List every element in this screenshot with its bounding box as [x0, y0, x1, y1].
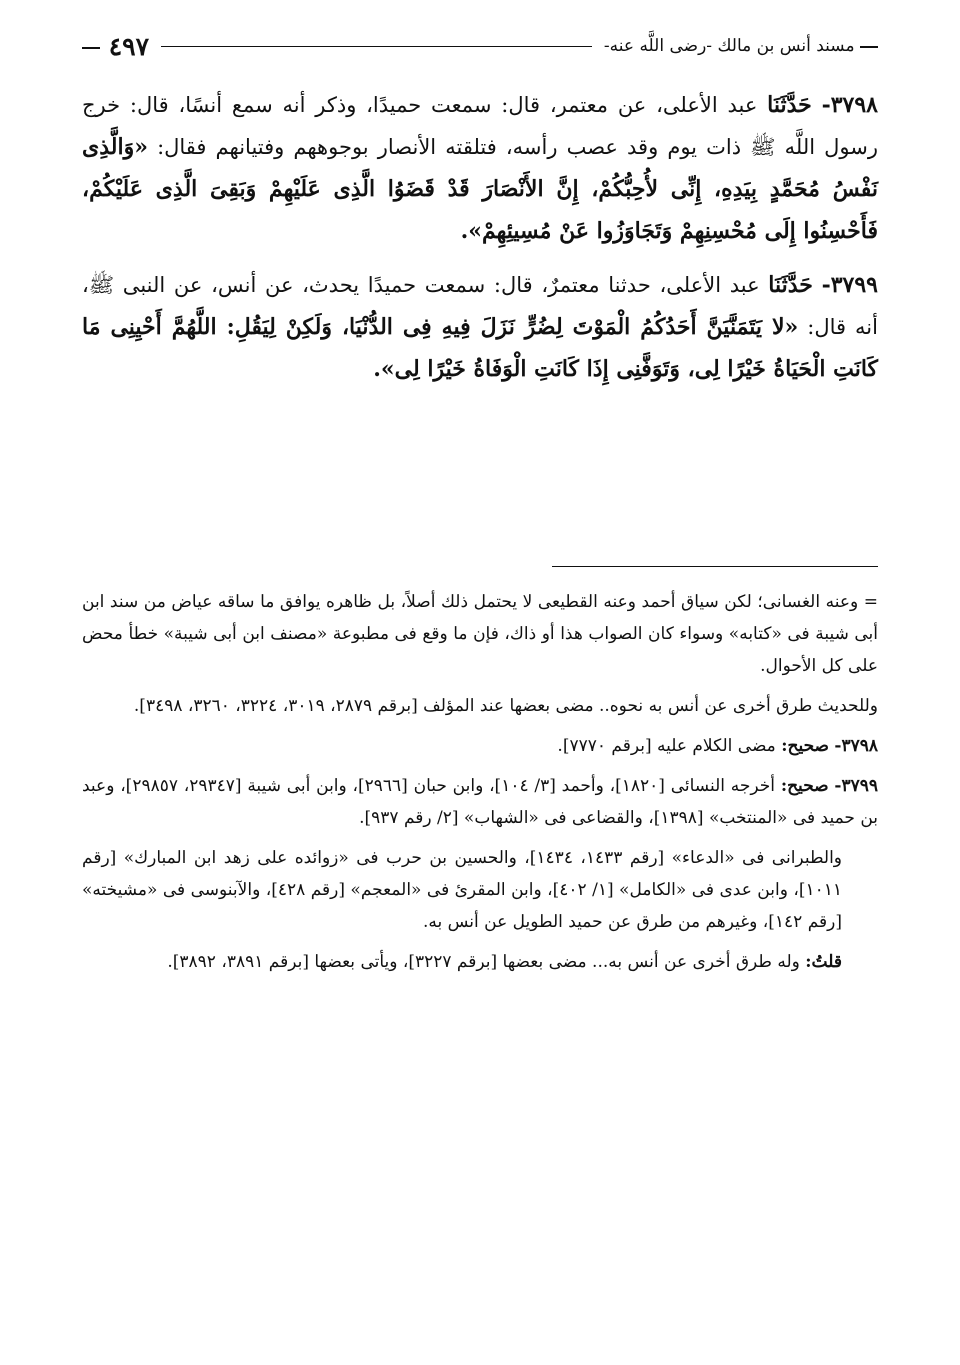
haddathana: حَدَّثَنَا: [767, 92, 812, 118]
footnote-text: أخرجه النسائى [١٨٢٠]، وأحمد [٣/ ١٠٤]، وابن حبان [٢٩٦٦]، وابن أبى شيبة [٢٩٣٤٧، ٢٩٨٥٧]، وعبد بن حميد فى «المنتخب» [١٣٩٨]، والقضاعى فى «الشهاب» [٢/ رقم ٩٣٧].: [82, 776, 878, 828]
footnote-text: مضى الكلام عليه [برقم ٧٧٧٠].: [557, 736, 776, 756]
page-number: ٤٩٧: [82, 32, 157, 61]
hadith-3799: [82, 264, 878, 390]
header-rule: [161, 46, 592, 47]
page-dash: [82, 47, 100, 49]
footnote-number: ٣٧٩٨-: [834, 736, 878, 756]
hadith-number: ٣٧٩٩-: [821, 272, 878, 298]
footnote-continuation: = وعنه الغسانى؛ لكن سياق أحمد وعنه القطيعى لا يحتمل ذلك أصلاً، بل ظاهره يوافق ما ساقه عياض من سند ابن أبى شيبة فى «كتابه» وسواء كان الصواب هذا أو ذاك، فإن ما وقع فى مطبوعة «مصنف ابن أبى شيبة» خطأ محض على كل الأحوال.: [82, 592, 878, 676]
footnote-separator: [552, 566, 878, 567]
footnote-qultu: [82, 946, 878, 978]
hadith-matn: «وَالَّذِى نَفْسُ مُحَمَّدٍ بِيَدِهِ، إِنِّى لأُحِبُّكُمْ، إِنَّ الأَنْصَارَ قَدْ قَضَوُا الَّذِى عَلَيْهِمْ وَبَقِىَ الَّذِى عَلَيْكُمْ، فَأَحْسِنُوا إِلَى مُحْسِنِهِمْ وَتَجَاوَزُوا عَنْ مُسِيئِهِمْ».: [82, 134, 878, 244]
hadith-number: ٣٧٩٨-: [821, 92, 878, 118]
qultu-text: وله طرق أخرى عن أنس به... مضى بعضها [برقم ٣٢٢٧]، ويأتى بعضها [برقم ٣٨٩١، ٣٨٩٢].: [167, 952, 800, 972]
footnote-grade: صحيح:: [781, 736, 829, 756]
header-title: مسند أنس بن مالك -رضى اللَّه عنه-: [596, 36, 878, 56]
main-text: [82, 84, 878, 402]
footnote-paragraph: وللحديث طرق أخرى عن أنس به نحوه.. مضى بعضها عند المؤلف [برقم ٢٨٧٩، ٣٠١٩، ٣٢٢٤، ٣٢٦٠، ٣٤٩٨].: [133, 696, 878, 716]
footnotes: [82, 586, 878, 986]
hadith-isnad: عبد الأعلى، حدثنا معتمرٌ، قال: سمعت حميدًا يحدث، عن أنس، عن النبى ﷺ، أنه قال:: [82, 273, 878, 339]
hadith-isnad: عبد الأعلى، عن معتمر، قال: سمعت حميدًا، وذكر أنه سمع أنسًا، قال: خرج رسول اللَّه ﷺ ذات يوم وقد عصب رأسه، فتلقته الأنصار بوجوههم وفتيانهم فقال:: [82, 93, 878, 159]
running-header: [82, 28, 878, 64]
qultu-label: قلتُ:: [805, 952, 842, 972]
header-dash: [860, 46, 878, 48]
footnote-number: ٣٧٩٩-: [834, 776, 878, 796]
hadith-3798: [82, 84, 878, 252]
footnote-3798: [82, 730, 878, 762]
haddathana: حَدَّثَنَا: [768, 272, 813, 298]
footnote-paragraph: والطبرانى فى «الدعاء» [رقم ١٤٣٣، ١٤٣٤]، والحسين بن حرب فى «زوائده على زهد ابن المبارك» [رقم ١٠١١]، وابن عدى فى «الكامل» [١/ ٤٠٢]، وابن المقرئ فى «المعجم» [رقم ٤٢٨]، والآبنوسى فى «مشيخته» [رقم ١٤٢]، وغيرهم من طرق عن حميد الطويل عن أنس به.: [82, 848, 843, 932]
footnote-grade: صحيح:: [780, 776, 829, 796]
hadith-matn: «لا يَتَمَنَّيَنَّ أَحَدُكُمُ الْمَوْتَ لِضُرٍّ نَزَلَ فِيهِ فِى الدُّنْيَا، وَلَكِنْ لِيَقُلِ: اللَّهُمَّ أَحْيِنِى مَا كَانَتِ الْحَيَاةُ خَيْرًا لِى، وَتَوَفَّنِى إِذَا كَانَتِ الْوَفَاةُ خَيْرًا لِى».: [82, 314, 878, 382]
footnote-3799: [82, 770, 878, 834]
